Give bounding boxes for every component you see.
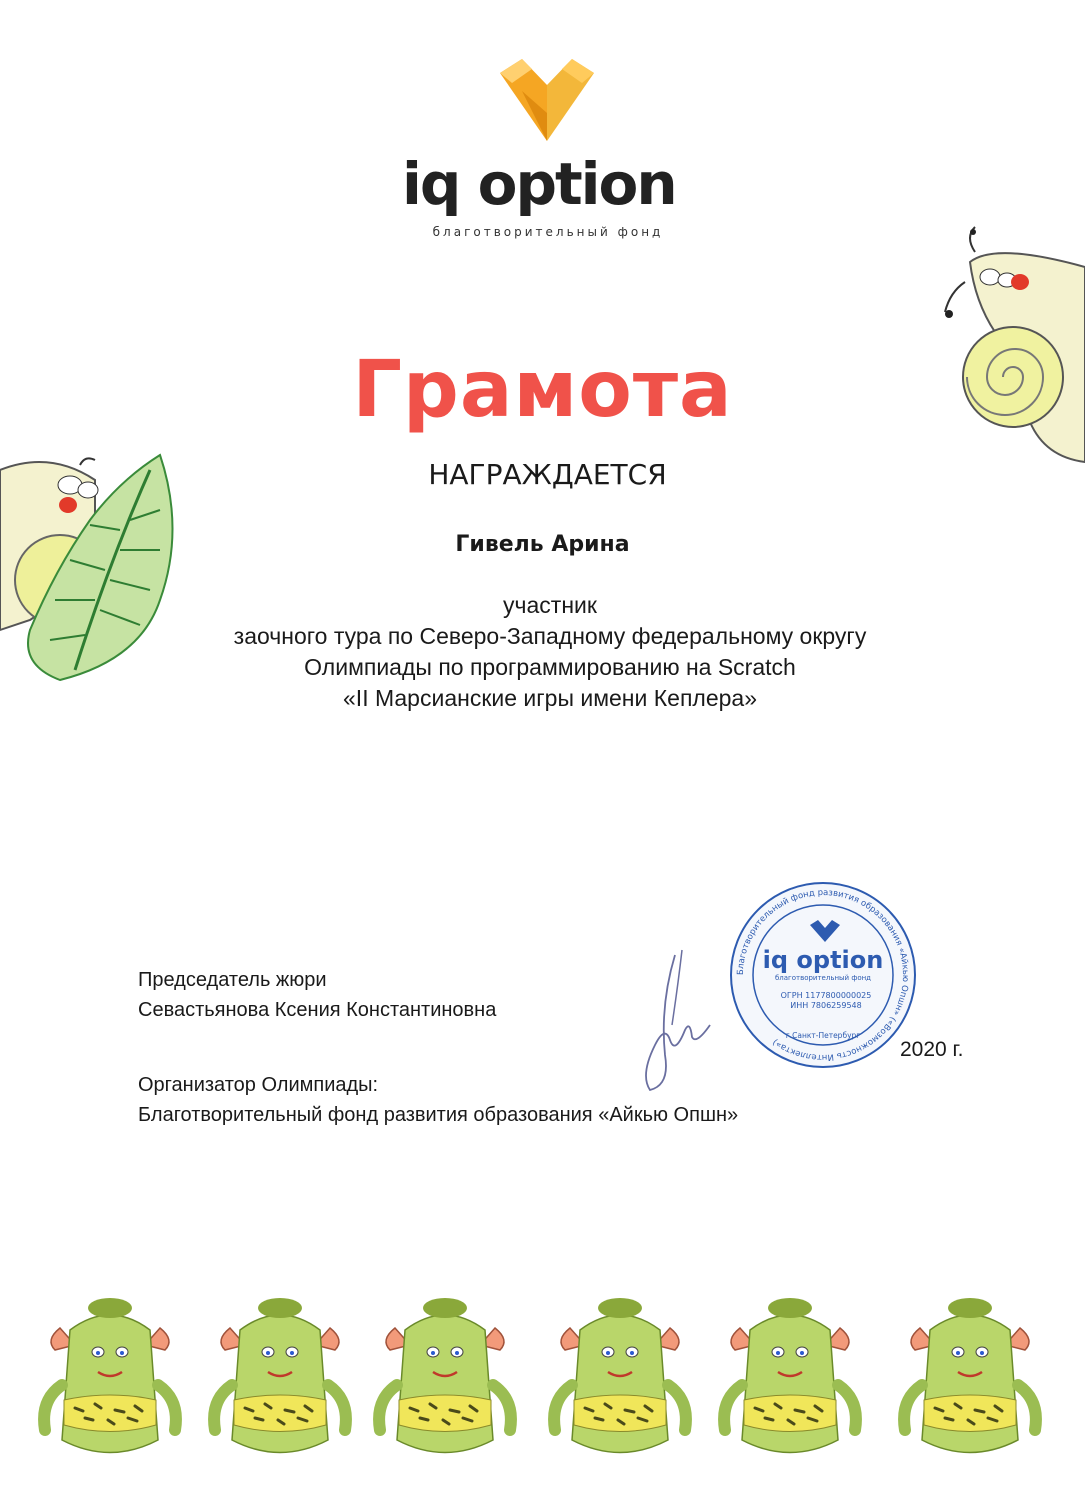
year: 2020 г. — [900, 1038, 964, 1061]
description-line: Олимпиады по программированию на Scratch — [304, 654, 796, 680]
organizer-label: Организатор Олимпиады: — [138, 1074, 379, 1096]
description-line: «II Марсианские игры имени Кеплера» — [343, 685, 757, 711]
heart-logo-icon — [492, 55, 602, 145]
organization-stamp — [728, 880, 918, 1070]
stamp-ring-text: Благотворительный фонд развития образования «Айкью Опшн» («Возможность Интеллекта») — [735, 887, 911, 1063]
stamp-subtitle: благотворительный фонд — [774, 974, 872, 982]
description-line: заочного тура по Северо-Западному федеральному округу — [233, 623, 867, 649]
stamp-ogrn: ОГРН 1177800000025 — [780, 991, 872, 1000]
logo — [380, 55, 700, 255]
organizer-block — [138, 1070, 738, 1130]
jury-name: Севастьянова Ксения Константиновна — [138, 999, 497, 1021]
stamp-logo: iq option — [762, 946, 884, 974]
organizer-name: Благотворительный фонд развития образования «Айкью Опшн» — [138, 1104, 739, 1126]
certificate-title: Грамота — [352, 345, 733, 435]
logo-subtitle: благотворительный фонд — [432, 225, 664, 239]
jury-block — [138, 965, 496, 1025]
jury-role: Председатель жюри — [138, 969, 327, 991]
monster-illustrations — [30, 1285, 1070, 1465]
awarded-heading: НАГРАЖДАЕТСЯ — [428, 458, 667, 491]
description-line: участник — [503, 592, 597, 618]
stamp-inn: ИНН 7806259548 — [790, 1001, 862, 1010]
certificate-description — [150, 590, 950, 714]
logo-text: iq option — [402, 150, 676, 218]
stamp-city: г.Санкт-Петербург — [785, 1031, 861, 1040]
recipient-name: Гивель Арина — [455, 532, 630, 557]
